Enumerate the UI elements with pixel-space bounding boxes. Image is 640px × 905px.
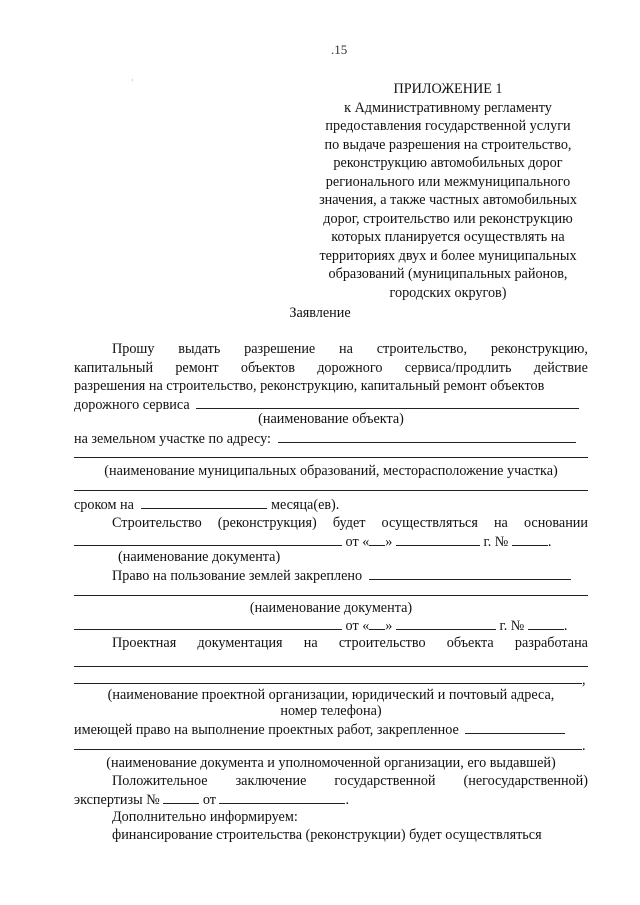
appendix-line: к Административному регламенту: [344, 99, 552, 116]
blank-line: [74, 476, 588, 494]
caption-object: (наименование объекта): [258, 411, 404, 427]
caption-municipal: (наименование муниципальных образований, месторасположение участка): [104, 463, 558, 479]
land-use-day-field[interactable]: [369, 616, 385, 630]
appendix-title: ПРИЛОЖЕНИЕ 1: [393, 81, 503, 97]
expertise-number-field[interactable]: [163, 790, 199, 804]
municipal-field[interactable]: [74, 476, 588, 491]
land-use-month-field[interactable]: [396, 616, 496, 630]
para1-line2: капитальный ремонт объектов дорожного сервиса/продлить действие: [74, 360, 588, 376]
land-address-line: на земельном участке по адресу:: [74, 429, 588, 447]
appendix-line: регионального или межмуниципального: [325, 173, 571, 190]
land-use-field-2[interactable]: [74, 581, 588, 596]
basis-number-field[interactable]: [512, 532, 548, 546]
para1-line3: разрешения на строительство, реконструкцию, капитальный ремонт объектов: [74, 378, 545, 394]
project-org-field-2[interactable]: [74, 670, 582, 684]
land-use-number-field[interactable]: [528, 616, 564, 630]
appendix-line: предоставления государственной услуги: [325, 118, 571, 134]
land-use-date-line: от « » г. № .: [74, 616, 588, 634]
appendix-line: реконструкцию автомобильных дорог: [333, 155, 563, 171]
para1-line4: дорожного сервиса: [74, 395, 588, 413]
additional-info: Дополнительно информируем:: [112, 809, 298, 825]
land-address-field[interactable]: [278, 429, 576, 443]
appendix-line: по выдаче разрешения на строительство,: [324, 136, 572, 153]
rights-line: имеющей право на выполнение проектных работ, закрепленное: [74, 720, 588, 738]
stray-mark: ·: [131, 76, 134, 85]
expertise-number-line: экспертизы № от .: [74, 792, 350, 808]
appendix-line: образований (муниципальных районов,: [328, 266, 568, 282]
expertise-line: Положительное заключение государственной (негосударственной): [112, 773, 588, 789]
caption-document: (наименование документа): [118, 549, 281, 565]
appendix-line: городских округов): [389, 284, 507, 301]
basis-month-field[interactable]: [396, 532, 480, 546]
basis-document-line: от « » г. № .: [74, 532, 588, 550]
project-org-line: [74, 652, 588, 670]
caption-document2: (наименование документа): [249, 600, 413, 616]
appendix-header: [300, 80, 596, 302]
rights-line2: .: [74, 736, 588, 754]
land-use-line2: [74, 581, 588, 599]
financing-line: финансирование строительства (реконструкции) будет осуществляться: [112, 827, 542, 843]
land-address-field-2[interactable]: [74, 443, 588, 458]
caption-project-org-2: номер телефона): [280, 703, 382, 719]
page-number: .15: [331, 42, 348, 57]
appendix-line: дорог, строительство или реконструкцию: [323, 210, 573, 227]
appendix-line: значения, а также частных автомобильных: [319, 192, 577, 208]
project-org-line2: ,: [74, 670, 588, 688]
land-use-line: Право на пользование землей закреплено: [74, 566, 588, 584]
rights-field-2[interactable]: [74, 736, 582, 750]
basis-day-field[interactable]: [369, 532, 385, 546]
caption-project-org: (наименование проектной организации, юридический и почтовый адреса,: [107, 687, 555, 703]
basis-document-field[interactable]: [74, 532, 342, 546]
land-address-line2: [74, 443, 588, 461]
para1-line1: Прошу выдать разрешение на строительство, реконструкцию,: [112, 341, 588, 357]
land-use-document-field[interactable]: [74, 616, 342, 630]
appendix-line: территориях двух и более муниципальных: [319, 247, 577, 264]
project-org-field[interactable]: [74, 652, 588, 667]
caption-authorized: (наименование документа и уполномоченной организации, его выдавшей): [106, 755, 556, 771]
form-title: Заявление: [289, 305, 351, 321]
object-name-field[interactable]: [196, 395, 579, 409]
project-line: Проектная документация на строительство объекта разработана: [112, 635, 588, 651]
appendix-line: которых планируется осуществлять на: [331, 229, 565, 245]
construction-line: Строительство (реконструкция) будет осуществляться на основании: [112, 515, 588, 531]
rights-field[interactable]: [465, 720, 565, 734]
term-field[interactable]: [141, 495, 267, 509]
term-line: сроком на месяца(ев).: [74, 497, 340, 513]
land-use-field[interactable]: [369, 566, 571, 580]
expertise-date-field[interactable]: [219, 790, 345, 804]
